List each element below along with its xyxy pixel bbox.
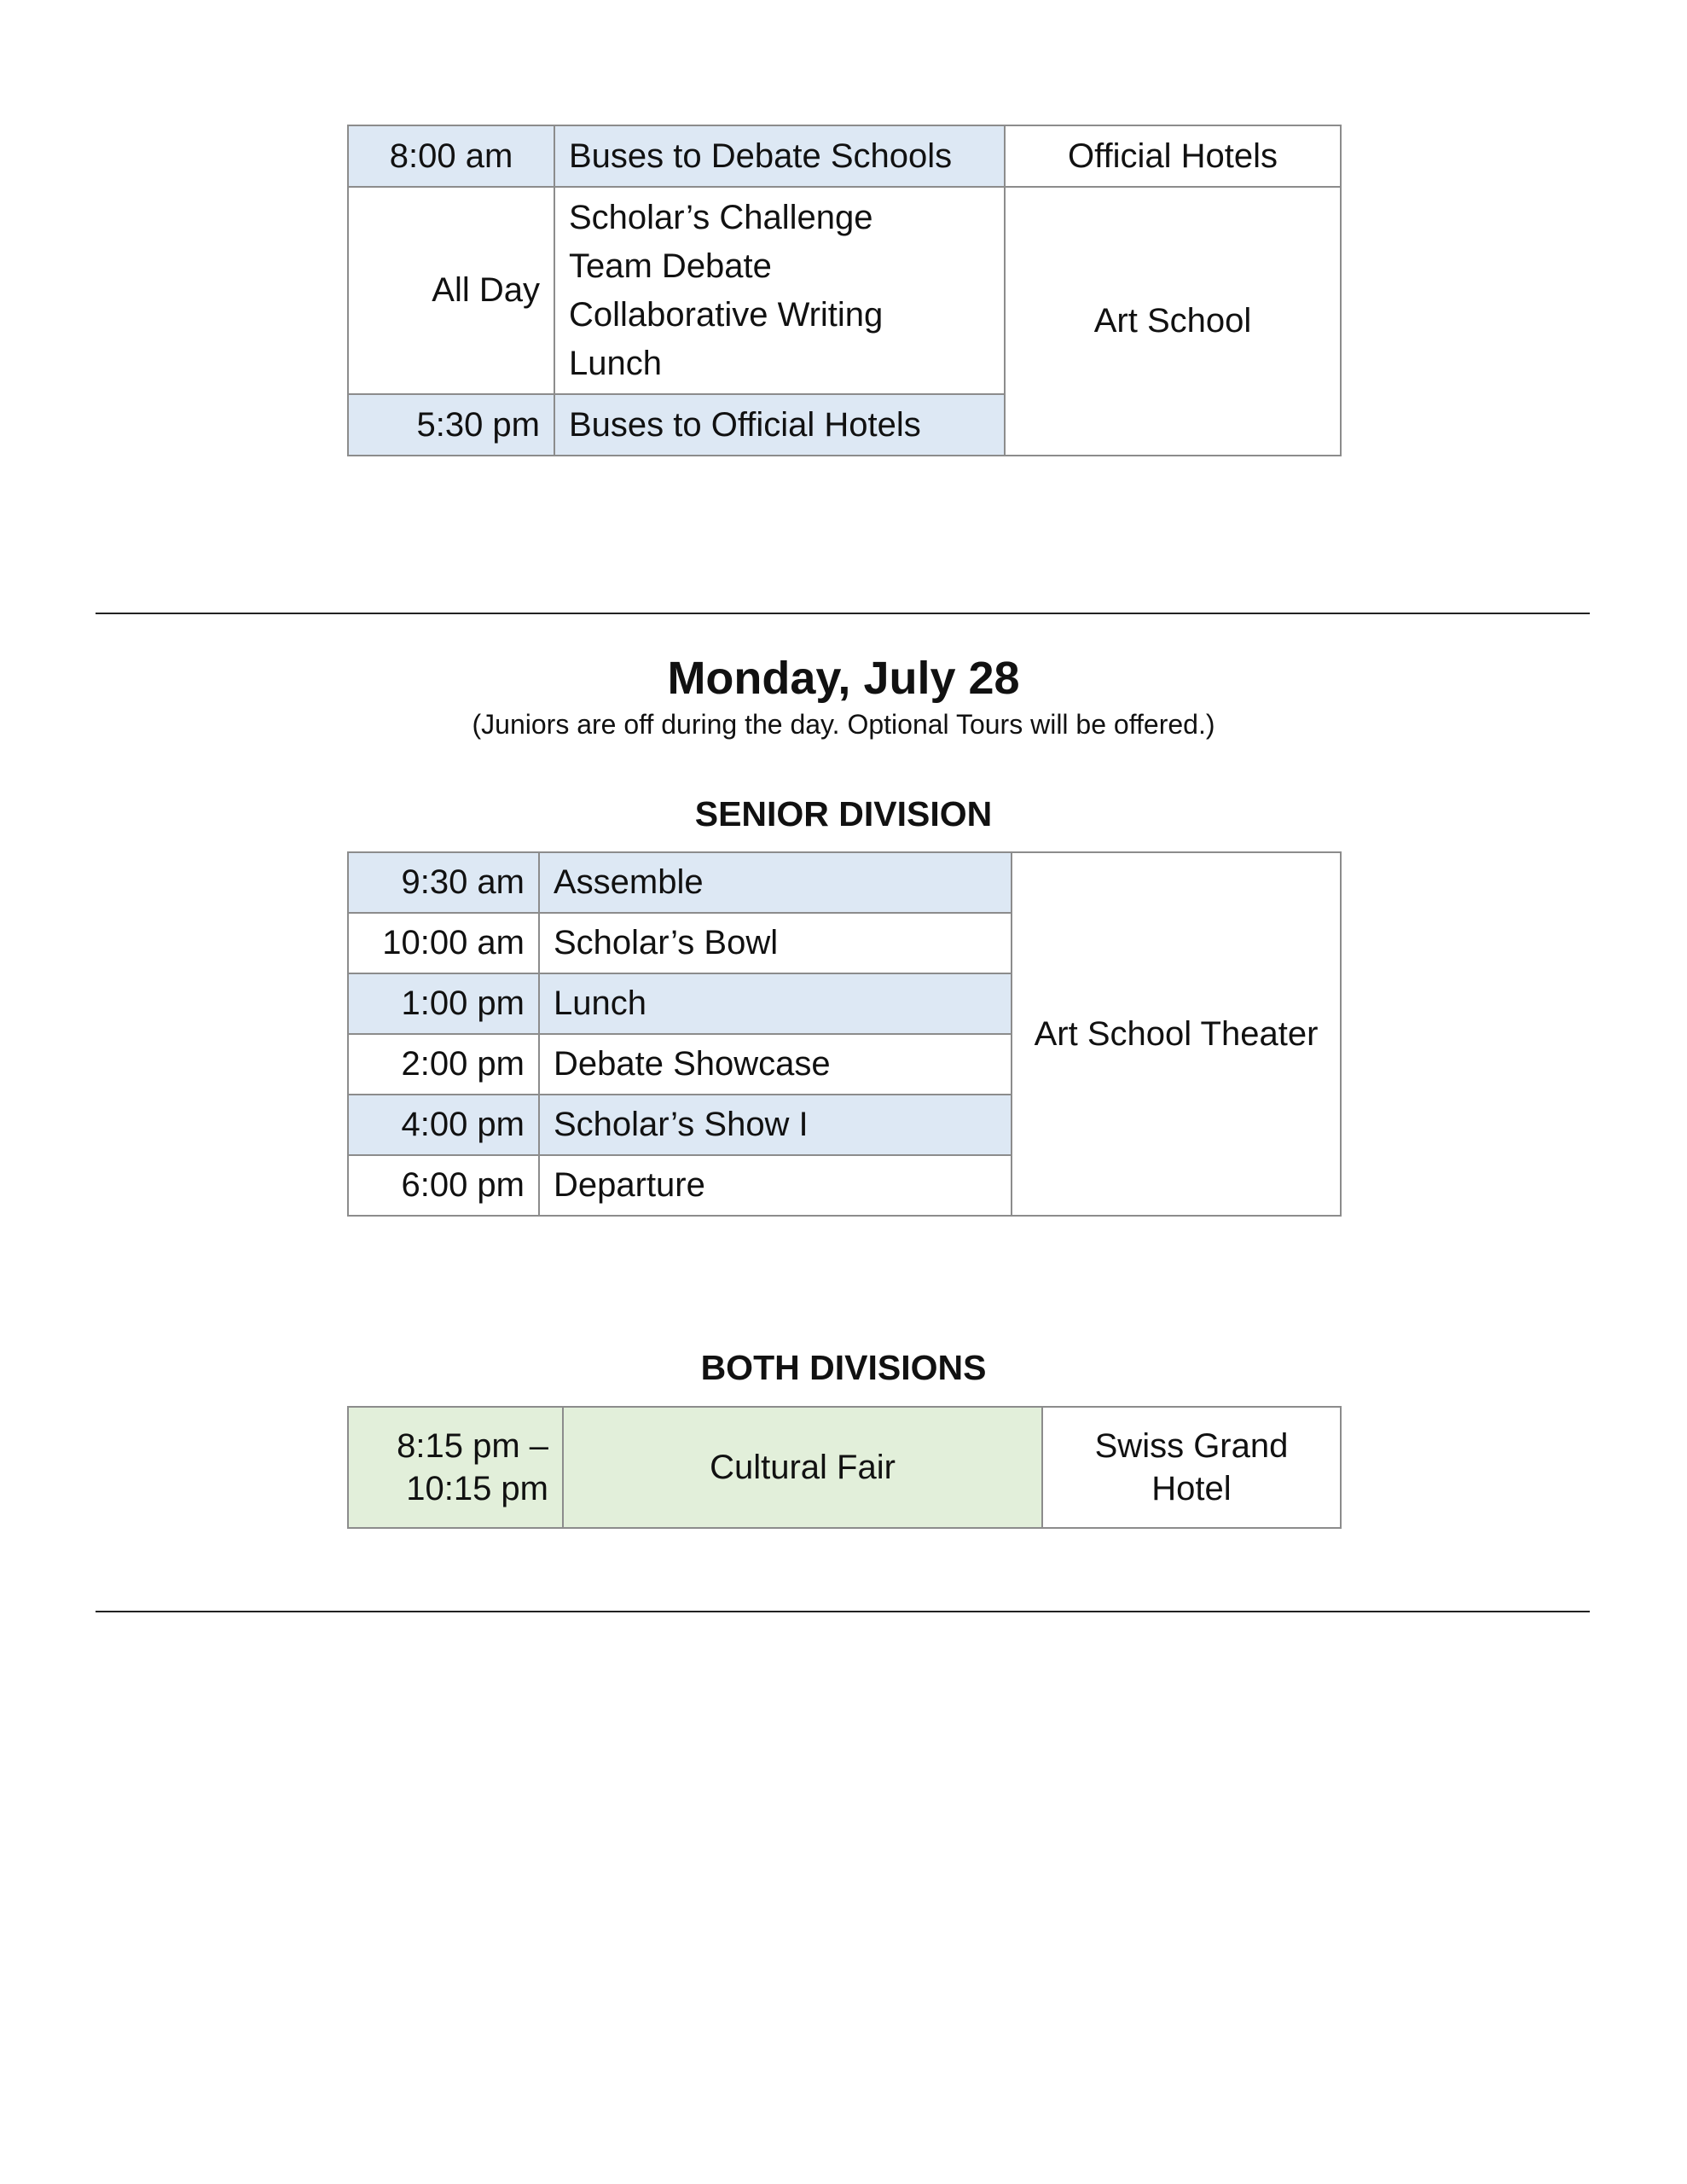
event-item: Lunch <box>569 344 662 382</box>
time-start: 8:15 pm – <box>397 1427 548 1465</box>
time-end: 10:15 pm <box>406 1470 548 1507</box>
location-cell: Official Hotels <box>1005 125 1341 187</box>
both-divisions-heading: BOTH DIVISIONS <box>700 1348 987 1387</box>
event-cell: Buses to Official Hotels <box>554 394 1005 456</box>
event-item: Collaborative Writing <box>569 295 884 334</box>
table-row <box>348 1407 1341 1528</box>
time-cell: 10:00 am <box>348 913 539 973</box>
senior-division-heading: SENIOR DIVISION <box>694 794 993 834</box>
time-cell: 9:30 am <box>348 852 539 913</box>
event-cell: Assemble <box>539 852 1012 913</box>
table-row <box>348 125 1341 187</box>
top-schedule-table <box>347 125 1342 456</box>
event-cell: Debate Showcase <box>539 1034 1012 1095</box>
event-item: Scholar’s Challenge <box>569 198 873 236</box>
table-row <box>348 852 1341 913</box>
event-cell: Lunch <box>539 973 1012 1034</box>
time-cell: 1:00 pm <box>348 973 539 1034</box>
senior-schedule-table <box>347 851 1342 1217</box>
location-cell: Swiss Grand Hotel <box>1042 1407 1341 1528</box>
divider <box>96 613 1590 614</box>
location-cell: Art School <box>1005 187 1341 456</box>
event-list-cell <box>554 187 1005 394</box>
event-cell: Buses to Debate Schools <box>554 125 1005 187</box>
time-cell <box>348 1407 563 1528</box>
event-item: Team Debate <box>569 247 772 285</box>
event-cell: Scholar’s Bowl <box>539 913 1012 973</box>
time-cell: 8:00 am <box>348 125 554 187</box>
time-cell: All Day <box>348 187 554 394</box>
event-cell: Departure <box>539 1155 1012 1216</box>
time-cell: 4:00 pm <box>348 1095 539 1155</box>
day-heading: Monday, July 28 <box>667 653 1020 704</box>
table-row <box>348 187 1341 394</box>
event-cell: Cultural Fair <box>563 1407 1042 1528</box>
both-divisions-table <box>347 1406 1342 1529</box>
time-cell: 6:00 pm <box>348 1155 539 1216</box>
divider <box>96 1611 1590 1612</box>
day-note: (Juniors are off during the day. Optional Tours will be offered.) <box>472 709 1215 740</box>
location-cell: Art School Theater <box>1012 852 1341 1216</box>
time-cell: 5:30 pm <box>348 394 554 456</box>
event-cell: Scholar’s Show I <box>539 1095 1012 1155</box>
time-cell: 2:00 pm <box>348 1034 539 1095</box>
